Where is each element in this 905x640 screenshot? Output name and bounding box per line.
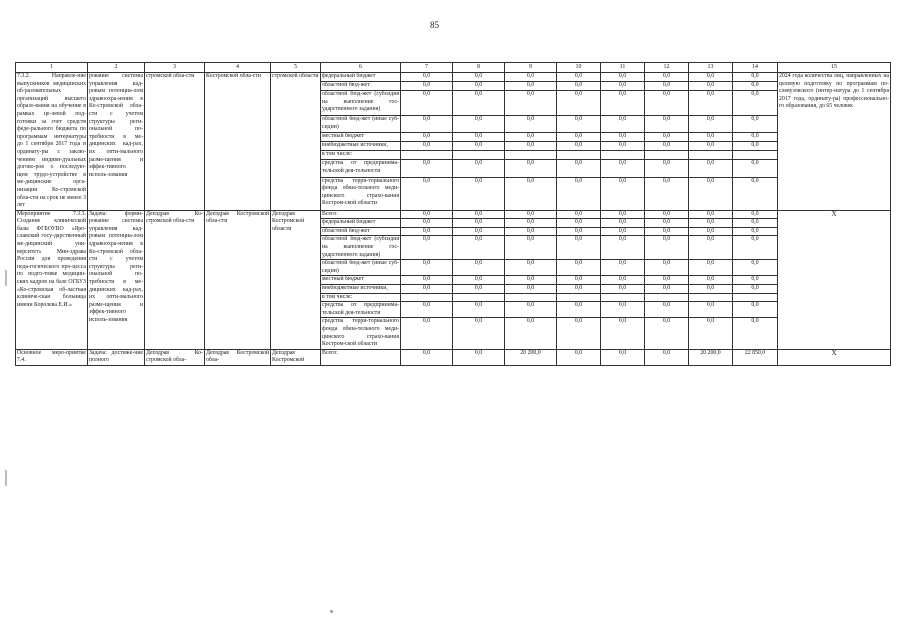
amount-cell: 0,0	[505, 236, 557, 260]
funding-source-cell: внебюджетные источники,	[321, 285, 401, 294]
amount-cell: 0,0	[601, 142, 645, 151]
amount-cell: 0,0	[601, 160, 645, 177]
amount-cell: 0,0	[601, 82, 645, 91]
amount-cell: 0,0	[557, 210, 601, 219]
funding-source-cell: местный бюджет	[321, 133, 401, 142]
column-header: 6	[321, 63, 401, 73]
funding-source-cell: средства от предпринима-тельской дея-тельности	[321, 302, 401, 318]
funding-source-cell: областной бюд-жет (иные суб-сидии)	[321, 116, 401, 133]
expected-result-cell: 2024 года количества лиц, направленных на целевую подготовку по программам по-слевузовского (интер-натура до 1 сентября 2017 года, ординату-ра) профессионально-го образования, до 65 человек	[778, 73, 891, 211]
amount-cell: 0,0	[733, 160, 778, 177]
task-cell: Задача: форми-рование системы управления кад-ровым потенциа-лом здравоохра-нения в Ко-стромской обла-сти с учетом структуры реги-ональной по-требности в ме-дицинских кад-рах, их опти-мального разме-щения и эффек-тивного исполь-зования	[88, 210, 145, 349]
column-header: 5	[271, 63, 321, 73]
funding-source-cell: средства терри-ториального фонда обяза-тельного меди-цинского страхо-вания Костром-ской области	[321, 177, 401, 210]
task-cell: Задача: достиже-ние полного	[88, 349, 145, 365]
amount-cell: 0,0	[453, 285, 505, 294]
amount-cell: 0,0	[505, 302, 557, 318]
amount-cell: 0,0	[557, 285, 601, 294]
amount-cell: 0,0	[453, 160, 505, 177]
amount-cell: 0,0	[401, 227, 453, 236]
amount-cell: 0,0	[601, 349, 645, 365]
amount-cell: 22 850,0	[733, 349, 778, 365]
activity-name-cell: Мероприятие 7.3.3. Создание клинической базы ФГБОУВО «Яро-славский госу-дарственный ме-дицинский уни-верситет» Мин-здрава России для проведения педа-гогического про-цесса по подго-товке медицин-ских кадров на базе ОГБУЗ «Ко-стромская об-ластная клиниче-ская больница имени Королева Е.И.»	[16, 210, 88, 349]
column-header: 9	[505, 63, 557, 73]
amount-cell: 0,0	[453, 227, 505, 236]
amount-cell: 0,0	[689, 276, 733, 285]
amount-cell: 0,0	[401, 91, 453, 116]
column-header: 12	[645, 63, 689, 73]
amount-cell: 0,0	[645, 285, 689, 294]
amount-cell: 0,0	[401, 116, 453, 133]
amount-cell: 0,0	[505, 210, 557, 219]
amount-cell: 0,0	[557, 91, 601, 116]
amount-cell: 0,0	[505, 285, 557, 294]
amount-cell: 0,0	[453, 142, 505, 151]
amount-cell: 0,0	[505, 142, 557, 151]
amount-cell: 0,0	[401, 160, 453, 177]
amount-cell: 0,0	[733, 116, 778, 133]
amount-cell: 0,0	[453, 210, 505, 219]
activity-name-cell: Основное меро-приятие 7.4.	[16, 349, 88, 365]
amount-cell: 0,0	[453, 73, 505, 82]
column-header: 1	[16, 63, 88, 73]
budget-table	[15, 62, 891, 366]
coexecutor-cell: Депздрав Костромской обла-сти	[205, 210, 271, 349]
responsible-executor-cell: Депздрав Ко-стромской обла-	[145, 349, 205, 365]
amount-cell: 0,0	[689, 160, 733, 177]
funding-source-cell: областной бюд-жет (иные суб-сидии)	[321, 260, 401, 276]
amount-cell: 0,0	[401, 318, 453, 349]
amount-cell: 20 200,0	[689, 349, 733, 365]
amount-cell: 0,0	[453, 349, 505, 365]
column-number-row	[16, 63, 891, 73]
amount-cell: 0,0	[557, 116, 601, 133]
amount-cell: 0,0	[401, 142, 453, 151]
amount-cell: 0,0	[401, 219, 453, 228]
funding-source-cell: Всего:	[321, 210, 401, 219]
amount-cell	[689, 293, 733, 302]
amount-cell: 0,0	[689, 236, 733, 260]
amount-cell: 0,0	[601, 133, 645, 142]
amount-cell: 0,0	[505, 177, 557, 210]
column-header: 14	[733, 63, 778, 73]
responsible-executor-cell: стромской обла-сти	[145, 73, 205, 211]
amount-cell: 0,0	[645, 116, 689, 133]
amount-cell: 0,0	[505, 219, 557, 228]
amount-cell: 0,0	[689, 133, 733, 142]
amount-cell: 0,0	[733, 82, 778, 91]
amount-cell: 0,0	[557, 177, 601, 210]
amount-cell: 0,0	[505, 91, 557, 116]
funding-source-cell: Всего:	[321, 349, 401, 365]
amount-cell: 0,0	[645, 260, 689, 276]
amount-cell: 0,0	[453, 133, 505, 142]
amount-cell: 0,0	[505, 133, 557, 142]
amount-cell: 0,0	[401, 260, 453, 276]
amount-cell	[601, 151, 645, 160]
table-body	[16, 73, 891, 366]
amount-cell: 0,0	[733, 177, 778, 210]
amount-cell: 0,0	[645, 210, 689, 219]
amount-cell: 0,0	[689, 82, 733, 91]
amount-cell: 0,0	[645, 177, 689, 210]
scan-artifact	[330, 610, 333, 613]
amount-cell: 0,0	[453, 318, 505, 349]
amount-cell: 0,0	[505, 318, 557, 349]
amount-cell: 0,0	[401, 285, 453, 294]
column-header: 4	[205, 63, 271, 73]
amount-cell: 0,0	[557, 227, 601, 236]
amount-cell: 0,0	[601, 227, 645, 236]
amount-cell: 0,0	[557, 73, 601, 82]
funding-source-cell: в том числе:	[321, 293, 401, 302]
amount-cell: 0,0	[645, 318, 689, 349]
amount-cell: 0,0	[453, 260, 505, 276]
amount-cell: 0,0	[601, 318, 645, 349]
amount-cell: 0,0	[557, 82, 601, 91]
amount-cell: 0,0	[401, 236, 453, 260]
page-number: 85	[430, 20, 439, 30]
funding-source-cell: в том числе:	[321, 151, 401, 160]
funding-source-cell: федеральный бюджет	[321, 219, 401, 228]
amount-cell: 0,0	[601, 260, 645, 276]
amount-cell: 0,0	[689, 73, 733, 82]
funding-source-cell: средства терри-ториального фонда обяза-тельного меди-цинского страхо-вания Костром-ской области	[321, 318, 401, 349]
table-row	[16, 349, 891, 365]
amount-cell: 0,0	[601, 116, 645, 133]
amount-cell: 0,0	[733, 142, 778, 151]
amount-cell: 0,0	[557, 318, 601, 349]
amount-cell: 0,0	[505, 160, 557, 177]
amount-cell: 0,0	[733, 91, 778, 116]
amount-cell: 0,0	[601, 285, 645, 294]
amount-cell: 0,0	[505, 73, 557, 82]
coexecutor-cell: Костромской обла-сти	[205, 73, 271, 211]
amount-cell: 0,0	[689, 91, 733, 116]
amount-cell: 0,0	[505, 227, 557, 236]
column-header: 11	[601, 63, 645, 73]
amount-cell: 0,0	[505, 260, 557, 276]
amount-cell: 0,0	[733, 219, 778, 228]
amount-cell	[557, 151, 601, 160]
amount-cell: 0,0	[689, 227, 733, 236]
amount-cell: 0,0	[401, 82, 453, 91]
funding-source-cell: внебюджетные источники,	[321, 142, 401, 151]
amount-cell: 0,0	[453, 236, 505, 260]
amount-cell: 0,0	[557, 236, 601, 260]
amount-cell: 0,0	[733, 133, 778, 142]
column-header: 8	[453, 63, 505, 73]
activity-name-cell: 7.3.2. Направле-ние выпускников медицинских об-разовательных организаций высшего образо-вания на обучение в рамках це-левой под-готовки за счет средств феде-рального бюджета по программам интернатуры до 1 сентября 2017 года и ординату-ры с заклю-чением индиви-дуальных догово-ров о последую-щем трудо-устройстве в ме-дицинские орга-низации Ко-стромской обла-сти на срок не менее 3 лет	[16, 73, 88, 211]
column-header: 2	[88, 63, 145, 73]
amount-cell	[645, 293, 689, 302]
amount-cell: 0,0	[733, 302, 778, 318]
column-header: 13	[689, 63, 733, 73]
amount-cell: 0,0	[601, 236, 645, 260]
amount-cell: 0,0	[453, 219, 505, 228]
amount-cell: 0,0	[453, 82, 505, 91]
amount-cell: 0,0	[453, 91, 505, 116]
amount-cell: 0,0	[401, 276, 453, 285]
amount-cell: 0,0	[557, 260, 601, 276]
funding-source-cell: областной бюд-жет (субсидия на выполнение гос-ударственного задания)	[321, 236, 401, 260]
amount-cell: 0,0	[689, 210, 733, 219]
amount-cell	[601, 293, 645, 302]
amount-cell: 0,0	[733, 318, 778, 349]
amount-cell: 0,0	[645, 302, 689, 318]
amount-cell	[401, 151, 453, 160]
amount-cell	[733, 293, 778, 302]
amount-cell: 0,0	[645, 133, 689, 142]
amount-cell: 0,0	[689, 142, 733, 151]
amount-cell	[645, 151, 689, 160]
amount-cell: 0,0	[733, 285, 778, 294]
amount-cell	[505, 151, 557, 160]
amount-cell: 0,0	[557, 133, 601, 142]
amount-cell: 0,0	[733, 260, 778, 276]
amount-cell: 0,0	[601, 219, 645, 228]
amount-cell: 0,0	[453, 116, 505, 133]
amount-cell: 0,0	[645, 160, 689, 177]
amount-cell: 0,0	[505, 276, 557, 285]
amount-cell: 0,0	[505, 116, 557, 133]
amount-cell: 0,0	[645, 227, 689, 236]
participant-cell: Депздрав Костромской области	[271, 210, 321, 349]
amount-cell: 0,0	[453, 276, 505, 285]
funding-source-cell: федеральный бюджет	[321, 73, 401, 82]
amount-cell: 0,0	[557, 349, 601, 365]
amount-cell: 0,0	[645, 82, 689, 91]
funding-source-cell: местный бюджет	[321, 276, 401, 285]
amount-cell	[401, 293, 453, 302]
participant-cell: стромской области	[271, 73, 321, 211]
expected-result-cell: Х	[778, 210, 891, 349]
amount-cell: 0,0	[401, 302, 453, 318]
amount-cell: 0,0	[601, 91, 645, 116]
funding-source-cell: областной бюд-жет	[321, 227, 401, 236]
amount-cell: 0,0	[601, 177, 645, 210]
amount-cell: 0,0	[733, 236, 778, 260]
table-row	[16, 210, 891, 219]
amount-cell: 0,0	[689, 302, 733, 318]
expected-result-cell: Х	[778, 349, 891, 365]
amount-cell: 0,0	[645, 236, 689, 260]
amount-cell: 0,0	[557, 302, 601, 318]
table-row	[16, 73, 891, 82]
amount-cell: 0,0	[733, 227, 778, 236]
amount-cell	[453, 151, 505, 160]
amount-cell: 0,0	[645, 73, 689, 82]
column-header: 10	[557, 63, 601, 73]
amount-cell: 0,0	[689, 116, 733, 133]
amount-cell: 0,0	[645, 349, 689, 365]
amount-cell: 0,0	[689, 260, 733, 276]
amount-cell: 0,0	[645, 219, 689, 228]
amount-cell: 0,0	[645, 276, 689, 285]
amount-cell: 20 200,0	[505, 349, 557, 365]
amount-cell: 0,0	[557, 142, 601, 151]
amount-cell	[689, 151, 733, 160]
amount-cell: 0,0	[401, 177, 453, 210]
amount-cell: 0,0	[645, 91, 689, 116]
amount-cell: 0,0	[733, 73, 778, 82]
column-header: 7	[401, 63, 453, 73]
amount-cell: 0,0	[453, 302, 505, 318]
amount-cell: 0,0	[689, 219, 733, 228]
coexecutor-cell: Депздрав Костромской обла-	[205, 349, 271, 365]
task-cell: рование системы управления кад-ровым потенциа-лом здравоохра-нения в Ко-стромской обла-сти с учетом структуры реги-ональной по-требности в ме-дицинских кад-рах, их опти-мального разме-щения и эффек-тивного исполь-зования	[88, 73, 145, 211]
amount-cell: 0,0	[689, 318, 733, 349]
amount-cell: 0,0	[645, 142, 689, 151]
amount-cell: 0,0	[453, 177, 505, 210]
scan-artifact	[5, 470, 7, 486]
amount-cell: 0,0	[557, 160, 601, 177]
amount-cell	[557, 293, 601, 302]
participant-cell: Депздрав Костромской	[271, 349, 321, 365]
amount-cell	[505, 293, 557, 302]
amount-cell: 0,0	[401, 349, 453, 365]
amount-cell: 0,0	[601, 73, 645, 82]
amount-cell: 0,0	[689, 177, 733, 210]
amount-cell	[453, 293, 505, 302]
amount-cell: 0,0	[733, 276, 778, 285]
amount-cell: 0,0	[557, 219, 601, 228]
funding-source-cell: областной бюд-жет	[321, 82, 401, 91]
column-header: 15	[778, 63, 891, 73]
amount-cell	[733, 151, 778, 160]
column-header: 3	[145, 63, 205, 73]
scan-artifact	[5, 270, 7, 286]
amount-cell: 0,0	[601, 302, 645, 318]
amount-cell: 0,0	[401, 73, 453, 82]
amount-cell: 0,0	[601, 276, 645, 285]
funding-source-cell: средства от предпринима-тельской дея-тельности	[321, 160, 401, 177]
amount-cell: 0,0	[401, 210, 453, 219]
amount-cell: 0,0	[557, 276, 601, 285]
responsible-executor-cell: Депздрав Ко-стромской обла-сти	[145, 210, 205, 349]
amount-cell: 0,0	[401, 133, 453, 142]
amount-cell: 0,0	[601, 210, 645, 219]
amount-cell: 0,0	[689, 285, 733, 294]
funding-source-cell: областной бюд-жет (субсидия на выполнение гос-ударственного задания)	[321, 91, 401, 116]
amount-cell: 0,0	[733, 210, 778, 219]
amount-cell: 0,0	[505, 82, 557, 91]
